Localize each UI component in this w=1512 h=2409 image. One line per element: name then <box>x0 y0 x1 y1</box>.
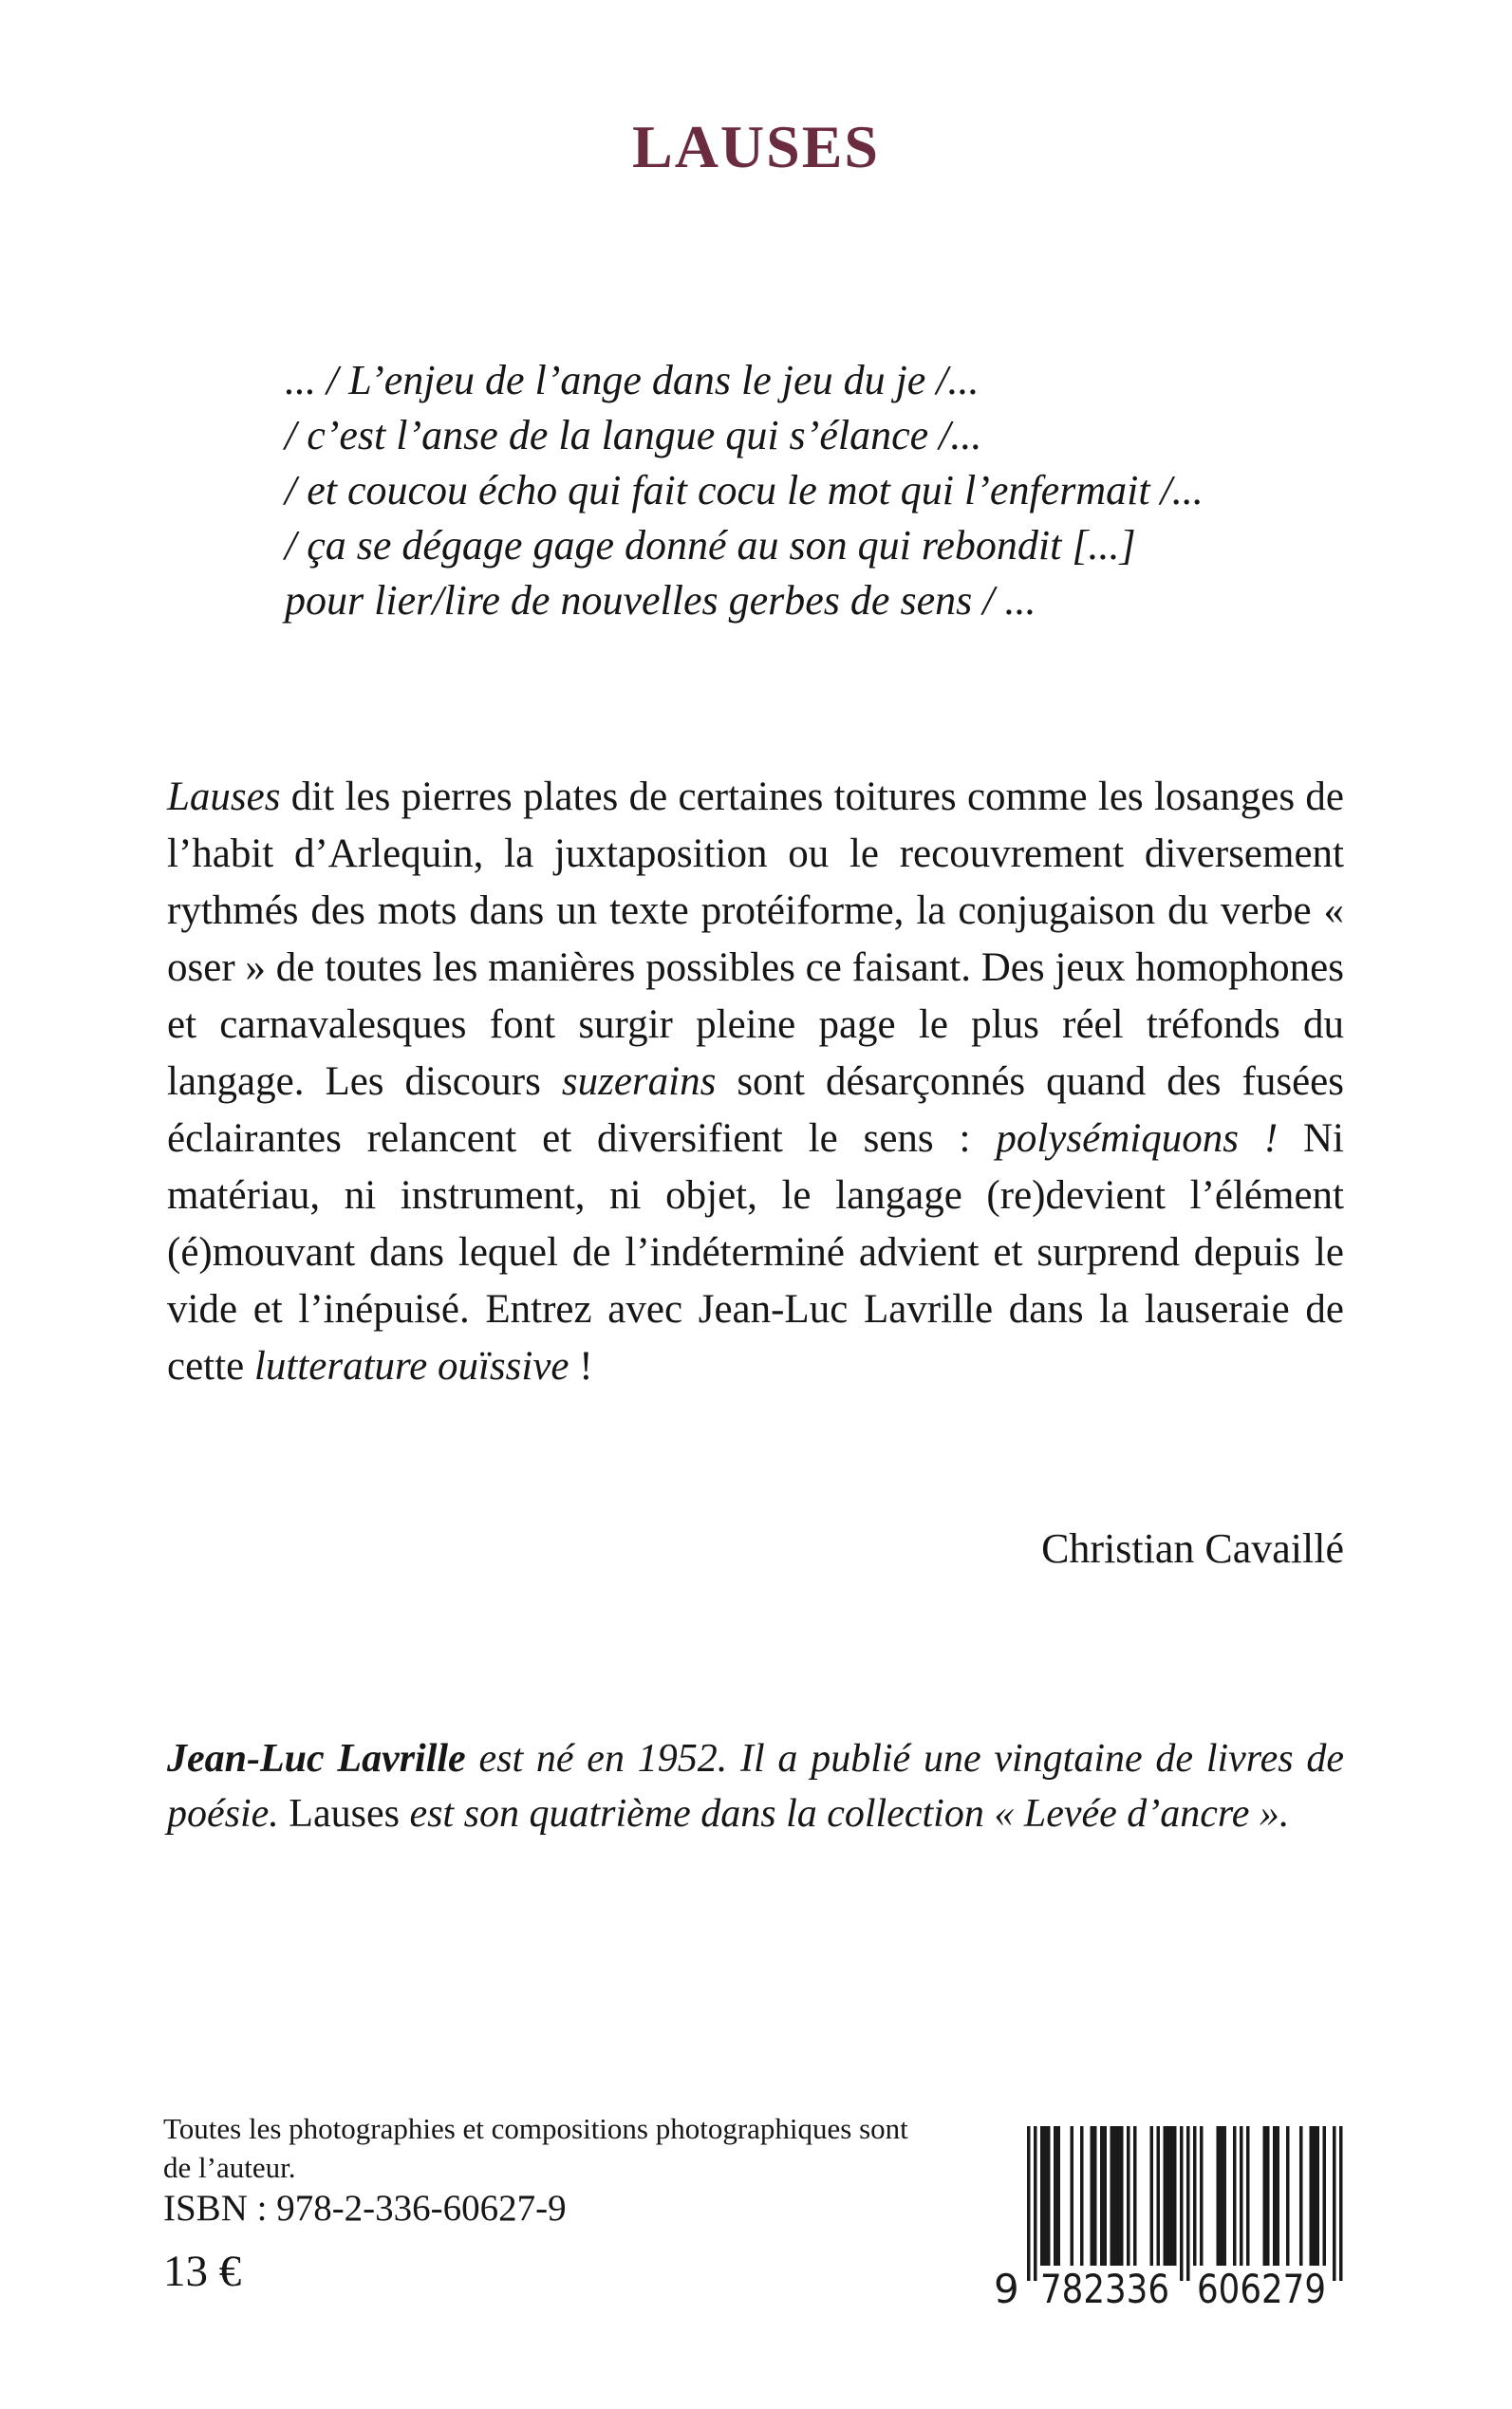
poem-line: / ça se dégage gage donné au son qui rebondit [...] <box>285 522 1136 569</box>
text-segment: sont désarçonnés quand des fusées éclairantes relancent et diversifient le sens : <box>167 1059 1344 1161</box>
poem-line: / c’est l’anse de la langue qui s’élance /... <box>285 412 982 458</box>
poem-line: pour lier/lire de nouvelles gerbes de sens / ... <box>285 577 1036 624</box>
text-segment: polysémiquons ! <box>996 1116 1279 1161</box>
book-title: LAUSES <box>632 113 880 180</box>
text-segment: dit les pierres plates de certaines toitures comme les losanges de l’habit d’Arlequin, la juxtaposition ou le recouvrement diversement rythmés des mots dans un texte protéiforme, la conjugaison du verbe « oser » de toutes les manières possibles ce faisant. Des jeux homophones et carnavalesques font surgir pleine page le plus réel tréfonds du langage. Les discours <box>167 775 1344 1104</box>
text-segment: ! <box>569 1344 593 1389</box>
barcode-digits: 782336 <box>1040 2266 1169 2311</box>
text-segment: lutterature ouïssive <box>253 1344 569 1389</box>
poem-line: / et coucou écho qui fait cocu le mot qui l’enfermait /... <box>285 467 1204 514</box>
author-bio <box>167 1731 1344 1841</box>
text-segment: suzerains <box>561 1059 717 1104</box>
text-segment: Ni matériau, ni instrument, ni objet, le langage (re)devient l’élément (é)mouvant dans lequel de l’indéterminé advient et surprend depuis le vide et l’inépuisé. Entrez avec Jean-Luc Lavrille dans la lauseraie de cette <box>167 1116 1345 1389</box>
blurb-signature: Christian Cavaillé <box>1041 1525 1344 1572</box>
barcode-digits: 606279 <box>1197 2266 1326 2311</box>
isbn-text: ISBN : 978-2-336-60627-9 <box>163 2188 567 2229</box>
poem-line: ... / L’enjeu de l’ange dans le jeu du je /... <box>285 357 980 403</box>
text-segment: Lauses <box>289 1792 400 1836</box>
back-cover-blurb <box>167 769 1344 1395</box>
price-text: 13 € <box>163 2247 242 2296</box>
ean13-barcode <box>993 2126 1349 2311</box>
photo-credits-note: Toutes les photographies et compositions photographiques sont de l’auteur. <box>163 2112 908 2184</box>
barcode-bars <box>993 2126 1349 2311</box>
text-segment: est son quatrième dans la collection « Levée d’ancre ». <box>399 1792 1290 1836</box>
text-segment: Lauses <box>167 775 281 819</box>
poem-quote <box>285 353 1386 628</box>
text-segment: Jean-Luc Lavrille <box>167 1737 466 1781</box>
text-segment: est né en 1952. Il a publié une vingtaine de livres de poésie. <box>167 1737 1344 1836</box>
barcode-digits: 9 <box>994 2266 1019 2311</box>
